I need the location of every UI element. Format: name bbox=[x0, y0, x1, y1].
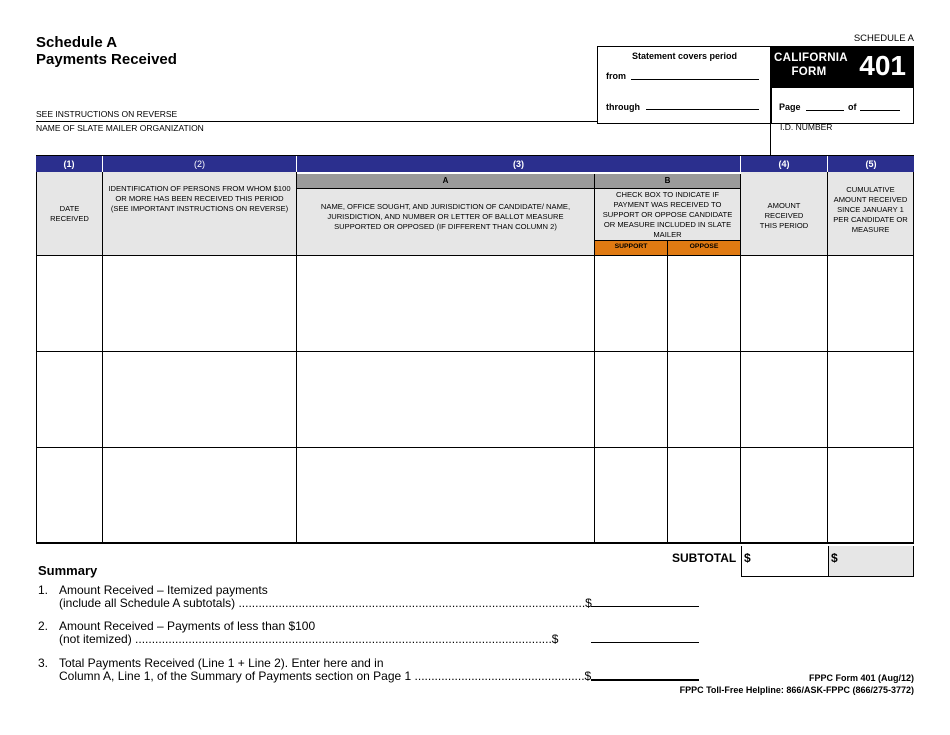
summary-item-1-field[interactable] bbox=[591, 606, 699, 607]
col-3b-header: CHECK BOX TO INDICATE IF PAYMENT WAS RECEIVED TO SUPPORT OR OPPOSE CANDIDATE OR MEASURE INCLUDED IN SLATE MAILER bbox=[595, 189, 741, 241]
support-label: SUPPORT bbox=[595, 241, 668, 256]
row-3-identification-cell[interactable] bbox=[103, 448, 297, 544]
col-1-number: (1) bbox=[36, 156, 103, 172]
row-3-candidate-measure-cell[interactable] bbox=[297, 448, 595, 544]
form-subtitle: Payments Received bbox=[36, 51, 177, 68]
through-label: through bbox=[606, 102, 640, 112]
org-name-label: NAME OF SLATE MAILER ORGANIZATION bbox=[36, 123, 204, 133]
row-2-oppose-cell[interactable] bbox=[668, 352, 741, 448]
row-3-oppose-cell[interactable] bbox=[668, 448, 741, 544]
row-2-cumulative-cell[interactable] bbox=[828, 352, 914, 448]
of-label: of bbox=[848, 102, 857, 112]
through-field[interactable] bbox=[646, 109, 759, 110]
row-3-support-cell[interactable] bbox=[595, 448, 668, 544]
statement-period-box bbox=[597, 46, 772, 124]
oppose-label: OPPOSE bbox=[668, 241, 741, 256]
california-form-label: CALIFORNIA FORM bbox=[774, 52, 848, 78]
summary-item-3-field[interactable] bbox=[591, 679, 699, 681]
page-label: Page bbox=[779, 102, 801, 112]
row-3-amount-cell[interactable] bbox=[741, 448, 828, 544]
see-instructions: SEE INSTRUCTIONS ON REVERSE bbox=[36, 109, 178, 119]
form-title: Schedule A bbox=[36, 34, 118, 51]
col-amount-header: AMOUNT RECEIVED THIS PERIOD bbox=[741, 172, 828, 256]
page-total-field[interactable] bbox=[860, 110, 900, 111]
row-1-identification-cell[interactable] bbox=[103, 256, 297, 352]
row-2-amount-cell[interactable] bbox=[741, 352, 828, 448]
helpline: FPPC Toll-Free Helpline: 866/ASK-FPPC (866/275-3772) bbox=[679, 685, 914, 695]
row-1-amount-cell[interactable] bbox=[741, 256, 828, 352]
page-box bbox=[770, 88, 914, 123]
col-2-number: (2) bbox=[103, 156, 297, 172]
row-1-cumulative-cell[interactable] bbox=[828, 256, 914, 352]
col-3a-header: NAME, OFFICE SOUGHT, AND JURISDICTION OF CANDIDATE/ NAME, JURISDICTION, AND NUMBER OR LETTER OF BALLOT MEASURE SUPPORTED OR OPPOSED (IF DIFFERENT THAN COLUMN 2) bbox=[297, 189, 595, 256]
row-2-identification-cell[interactable] bbox=[103, 352, 297, 448]
subtotal-cumulative-field[interactable]: $ bbox=[828, 546, 914, 577]
from-label: from bbox=[606, 71, 626, 81]
col-date-header: DATE RECEIVED bbox=[36, 172, 103, 256]
col-5-number: (5) bbox=[828, 156, 914, 172]
summary-item-2: 2. Amount Received – Payments of less than $100 (not itemized) .............................................................................................................................$ bbox=[38, 619, 559, 646]
page-field[interactable] bbox=[806, 110, 844, 111]
row-2-support-cell[interactable] bbox=[595, 352, 668, 448]
form-number-box bbox=[770, 46, 914, 88]
row-3-date-cell[interactable] bbox=[36, 448, 103, 544]
from-field[interactable] bbox=[631, 79, 759, 80]
row-2-candidate-measure-cell[interactable] bbox=[297, 352, 595, 448]
row-2-date-cell[interactable] bbox=[36, 352, 103, 448]
schedule-label: SCHEDULE A bbox=[853, 33, 914, 44]
row-3-cumulative-cell[interactable] bbox=[828, 448, 914, 544]
summary-item-1: 1. Amount Received – Itemized payments (include all Schedule A subtotals) ........................................................................................................$ bbox=[38, 583, 592, 610]
row-1-oppose-cell[interactable] bbox=[668, 256, 741, 352]
summary-item-2-field[interactable] bbox=[591, 642, 699, 643]
payments-table bbox=[36, 156, 914, 546]
row-1-support-cell[interactable] bbox=[595, 256, 668, 352]
id-number-label: I.D. NUMBER bbox=[780, 122, 833, 132]
summary-item-3: 3. Total Payments Received (Line 1 + Line 2). Enter here and in Column A, Line 1, of the Summary of Payments section on Page 1 ...................................................$ bbox=[38, 656, 592, 683]
col-cumulative-header: CUMULATIVE AMOUNT RECEIVED SINCE JANUARY 1 PER CANDIDATE OR MEASURE bbox=[828, 172, 914, 256]
col-3-number: (3) bbox=[297, 156, 741, 172]
statement-period-label: Statement covers period bbox=[631, 51, 738, 61]
summary-heading: Summary bbox=[38, 563, 98, 578]
form-number: 401 bbox=[859, 50, 906, 81]
row-1-date-cell[interactable] bbox=[36, 256, 103, 352]
form-version: FPPC Form 401 (Aug/12) bbox=[808, 673, 914, 683]
subtotal-amount-field[interactable]: $ bbox=[741, 546, 829, 577]
col-identification-header: IDENTIFICATION OF PERSONS FROM WHOM $100 OR MORE HAS BEEN RECEIVED THIS PERIOD (SEE IMPORTANT INSTRUCTIONS ON REVERSE) bbox=[103, 172, 297, 256]
id-number-field[interactable] bbox=[770, 140, 914, 156]
col-3b-label: B bbox=[595, 174, 741, 189]
row-1-candidate-measure-cell[interactable] bbox=[297, 256, 595, 352]
subtotal-label: SUBTOTAL bbox=[672, 551, 737, 565]
col-4-number: (4) bbox=[741, 156, 828, 172]
col-3a-label: A bbox=[297, 174, 595, 189]
